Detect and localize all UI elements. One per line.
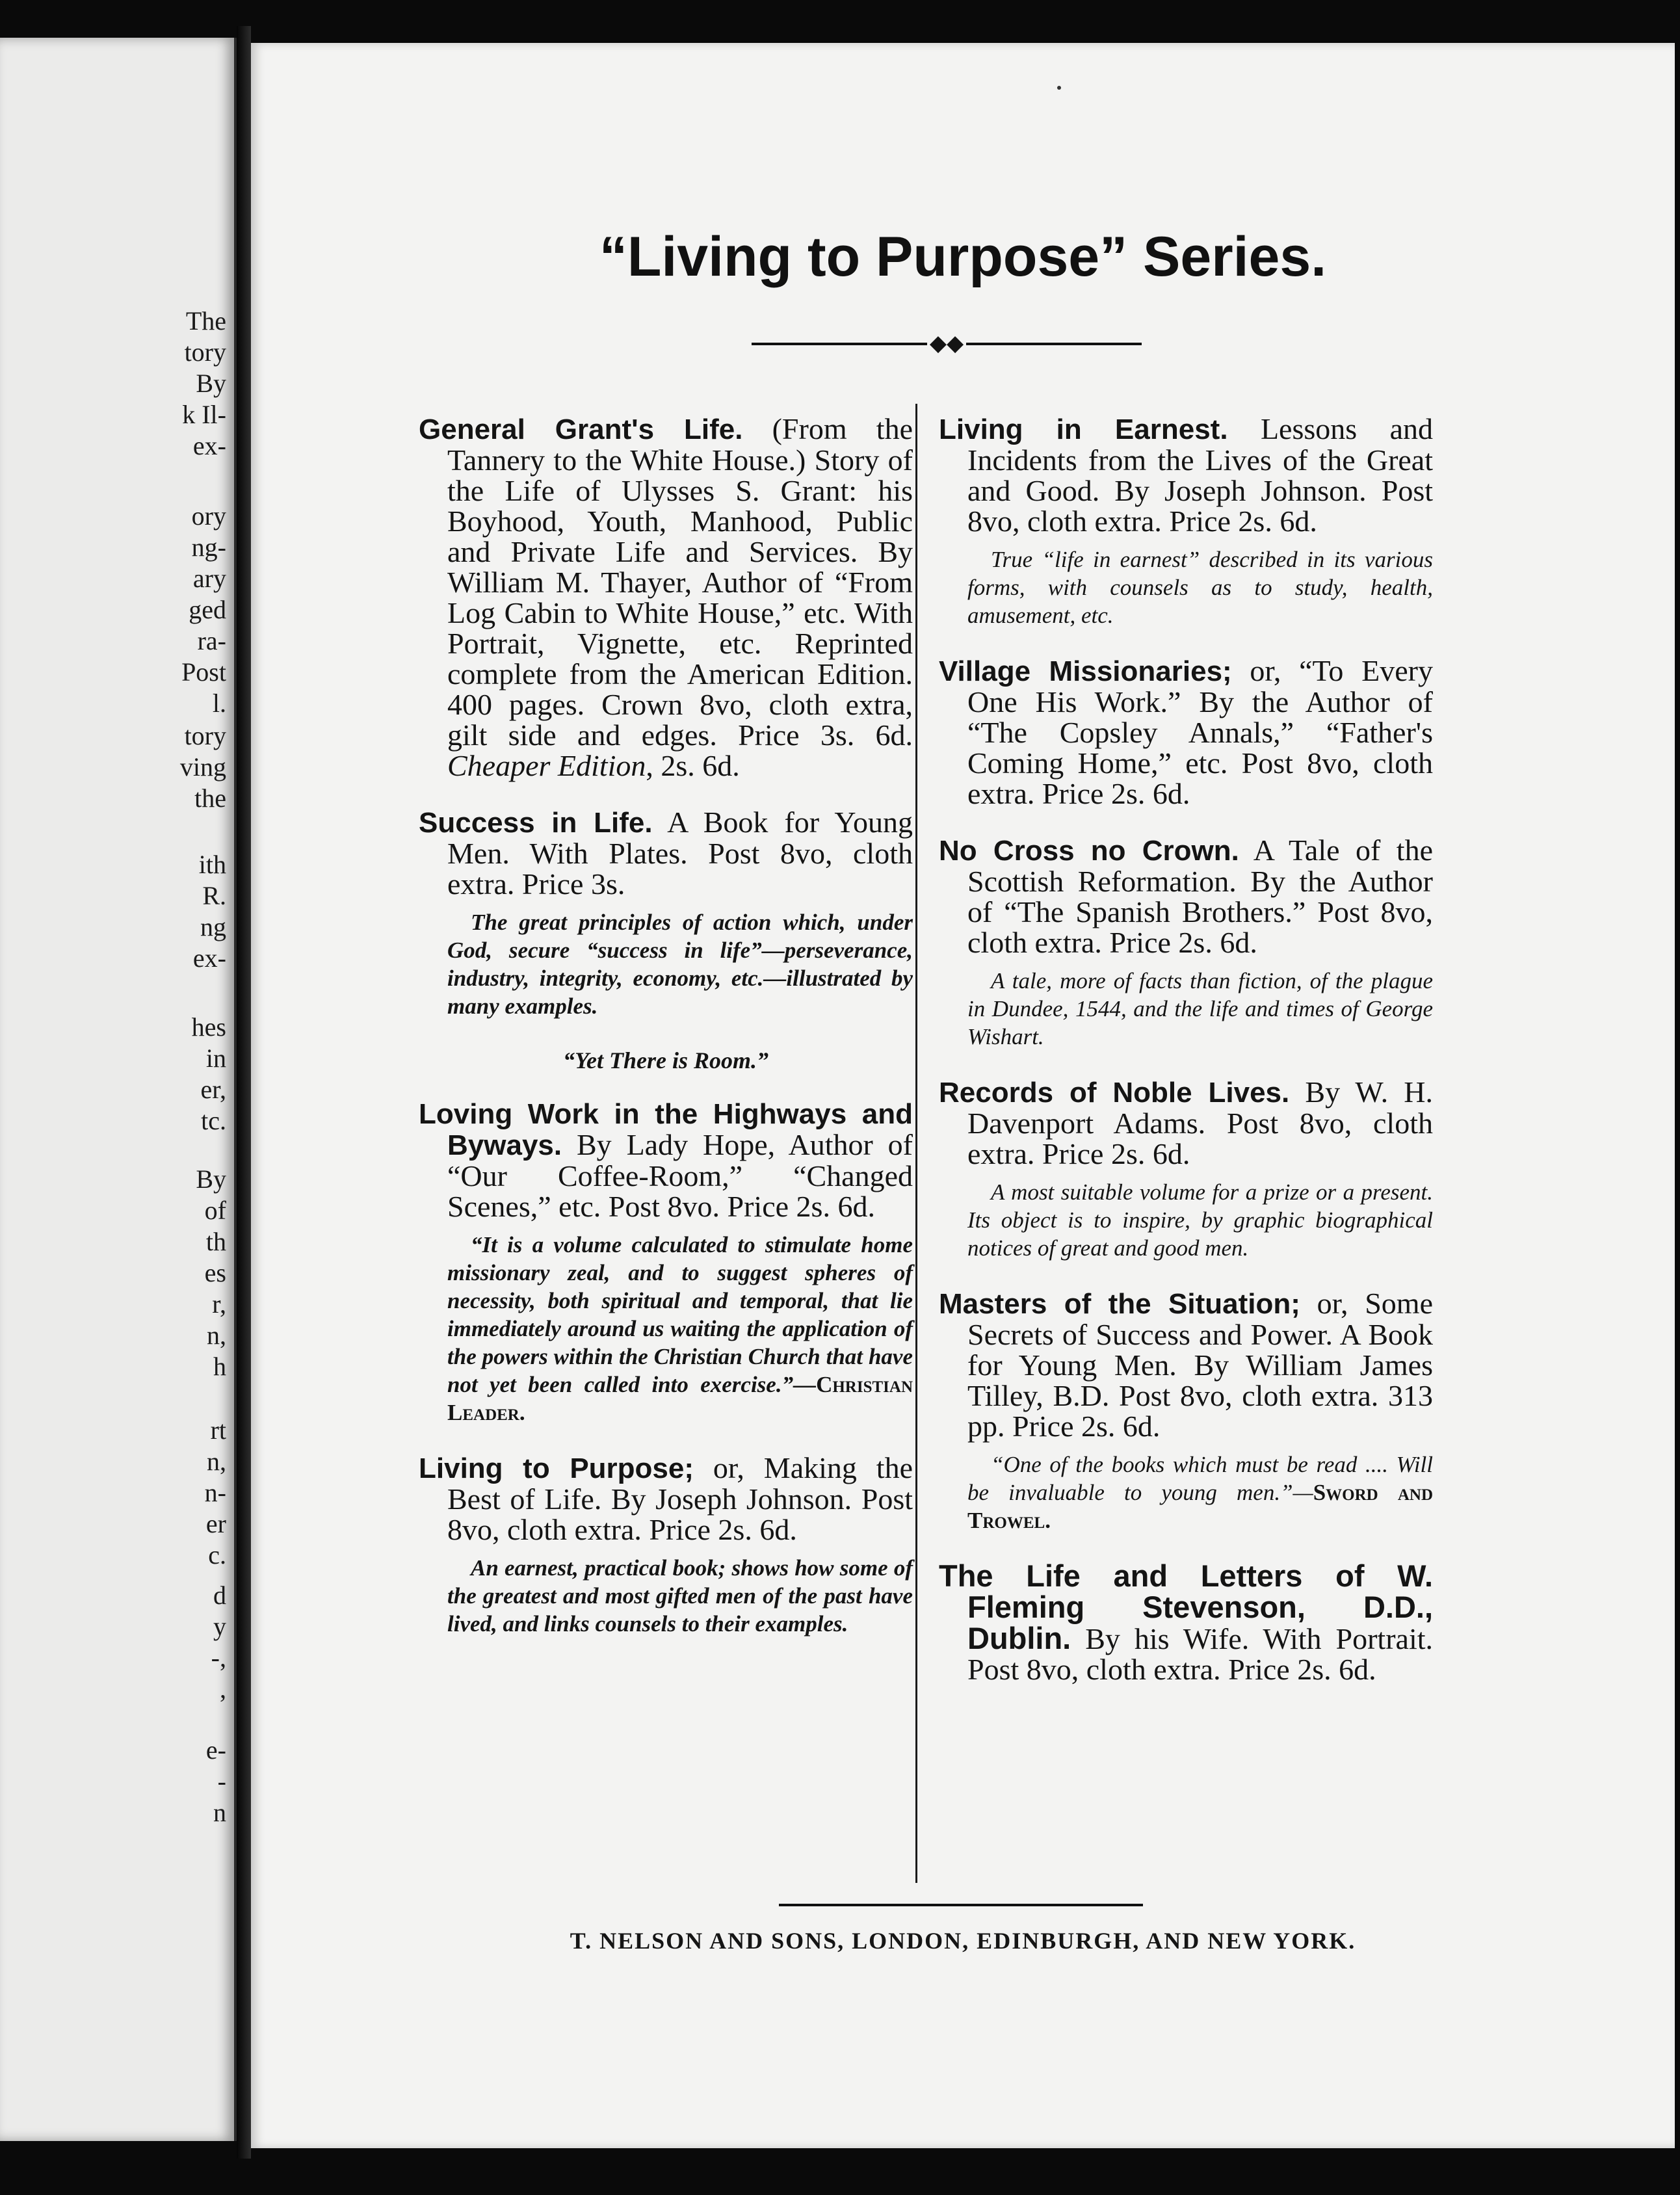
entry-body <box>939 1288 1433 1441</box>
book-description: By Lady Hope, Author of “Our Coffee-Room,” “Changed Scenes,” etc. Post 8vo. Price 2s. 6d. <box>447 1128 913 1223</box>
facing-page-text-fragment: ory <box>191 501 226 531</box>
facing-page-text-fragment: er, <box>200 1075 226 1104</box>
facing-page-text-fragment: n, <box>207 1447 226 1476</box>
facing-page-left <box>0 38 237 2141</box>
review-text: “It is a volume calculated to stimulate home missionary zeal, and to suggest spheres of necessity, both spiritual and temporal, that lie immediately around us waiting the application of the powers within the Christian Church that have not yet been called into exercise.”— <box>447 1232 913 1397</box>
facing-page-text-fragment: r, <box>212 1289 226 1319</box>
facing-page-text-fragment: th <box>205 1227 226 1256</box>
book-title: Masters of the Situation; <box>939 1288 1300 1320</box>
ink-speck <box>1057 86 1061 90</box>
book-title: No Cross no Crown. <box>939 835 1239 867</box>
entry-body <box>939 1077 1433 1169</box>
facing-page-text-fragment: e- <box>205 1735 226 1765</box>
facing-page-text-fragment: k Il- <box>182 400 226 429</box>
book-entry-village-missionaries <box>939 655 1433 809</box>
facing-page-text-fragment: the <box>194 783 226 813</box>
facing-page-text-fragment: hes <box>191 1012 226 1042</box>
facing-page-text-fragment: - <box>217 1767 226 1796</box>
book-description: Lessons and Incidents from the Lives of the Great and Good. By Joseph Johnson. Post 8vo, cloth extra. Price 2s. 6d. <box>967 412 1433 538</box>
advertisement-page <box>251 43 1675 2148</box>
facing-page-text-fragment: ng <box>200 912 226 941</box>
book-note: The great principles of action which, under God, secure “success in life”—perseverance, industry, integrity, economy, etc.—illustrated by many examples. <box>447 910 913 1019</box>
book-title: Village Missionaries; <box>939 655 1232 687</box>
book-title: Records of Noble Lives. <box>939 1077 1290 1109</box>
publisher-imprint: T. NELSON AND SONS, LONDON, EDINBURGH, AND NEW YORK. <box>570 1928 1356 1954</box>
book-review-quote <box>967 1451 1433 1534</box>
series-title: “Living to Purpose” Series. <box>599 226 1327 288</box>
book-note: True “life in earnest” described in its various forms, with counsels as to study, health, amusement, etc. <box>967 547 1433 628</box>
facing-page-text-fragment: tory <box>184 337 226 367</box>
facing-page-text-fragment: er <box>205 1509 226 1538</box>
facing-page-text-fragment: ving <box>179 752 226 782</box>
facing-page-text-fragment: tory <box>184 721 226 750</box>
book-entry-no-cross-no-crown <box>939 835 1433 1051</box>
facing-page-text-fragment: ra- <box>197 626 226 655</box>
entry-body <box>939 835 1433 958</box>
facing-page-text-fragment: , <box>220 1674 226 1703</box>
book-description: A Tale of the Scottish Reformation. By the Author of “The Spanish Brothers.” Post 8vo, cloth extra. Price 2s. 6d. <box>967 834 1433 959</box>
facing-page-text-fragment: Post <box>181 657 226 687</box>
facing-page-text-fragment: d <box>213 1581 226 1610</box>
book-description: or, “To Every One His Work.” By the Author of “The Copsley Annals,” “Father's Coming Home,” etc. Post 8vo, cloth extra. Price 2s. 6d. <box>967 654 1433 810</box>
facing-page-text-fragment: h <box>213 1352 226 1381</box>
facing-page-text-fragment: By <box>196 369 226 398</box>
book-title: Loving Work in the Highways and Byways. <box>419 1098 913 1161</box>
entry-body <box>419 414 913 781</box>
review-source: Sword and Trowel. <box>967 1480 1433 1533</box>
facing-page-text-fragment: of <box>204 1196 226 1225</box>
book-gutter <box>237 26 251 2159</box>
facing-page-text-fragment: n, <box>207 1321 226 1350</box>
facing-page-text-fragment: in <box>205 1044 226 1073</box>
book-entry-fleming-stevenson <box>939 1560 1433 1685</box>
facing-page-text-fragment: ged <box>189 595 226 624</box>
title-ornament-rule <box>752 330 1142 356</box>
book-entry-general-grant <box>419 414 913 781</box>
cheaper-edition-price: , 2s. 6d. <box>646 749 740 782</box>
book-entry-success-in-life <box>419 807 913 1020</box>
entry-body <box>939 1560 1433 1685</box>
book-description: By his Wife. With Portrait. Post 8vo, cloth extra. Price 2s. 6d. <box>967 1622 1433 1686</box>
facing-page-text-fragment: n <box>213 1798 226 1827</box>
facing-page-text-fragment: ng- <box>191 532 226 562</box>
facing-page-text-fragment: rt <box>210 1415 226 1445</box>
facing-page-text-fragment: y <box>213 1612 226 1641</box>
book-review-quote <box>447 1231 913 1426</box>
facing-page-text-fragment: ith <box>198 850 226 879</box>
book-entry-loving-work <box>419 1098 913 1426</box>
book-description: (From the Tannery to the White House.) Story of the Life of Ulysses S. Grant: his Boyhood, Youth, Manhood, Public and Private Life and Services. By William M. Thayer, Author of “From Log Cabin to White House,” etc. With Portrait, Vignette, etc. Reprinted complete from the American Edition. 400 pages. Crown 8vo, cloth extra, gilt side and edges. Price 3s. 6d. <box>447 412 913 752</box>
book-description: or, Making the Best of Life. By Joseph Johnson. Post 8vo, cloth extra. Price 2s. 6d. <box>447 1451 913 1546</box>
cheaper-edition-label: Cheaper Edition <box>447 749 646 782</box>
book-description: By W. H. Davenport Adams. Post 8vo, cloth extra. Price 2s. 6d. <box>967 1075 1433 1170</box>
book-title: Success in Life. <box>419 807 653 839</box>
facing-page-text-fragment: c. <box>208 1540 226 1570</box>
book-title: General Grant's Life. <box>419 414 743 445</box>
book-entry-living-to-purpose <box>419 1452 913 1638</box>
facing-page-text-fragment: ex- <box>192 943 226 973</box>
facing-page-text-fragment: n- <box>204 1478 226 1507</box>
facing-page-text-fragment: ary <box>192 564 226 593</box>
book-title: Living to Purpose; <box>419 1452 694 1484</box>
facing-page-text-fragment: The <box>185 306 226 335</box>
review-source: Christian Leader. <box>447 1372 913 1425</box>
facing-page-text-fragment: R. <box>202 881 226 910</box>
book-note: An earnest, practical book; shows how some of the greatest and most gifted men of the past have lived, and links counsels to their examples. <box>447 1555 913 1636</box>
facing-page-text-fragment: l. <box>212 689 226 718</box>
entry-body <box>939 414 1433 536</box>
column-divider <box>915 404 917 1883</box>
book-description: A Book for Young Men. With Plates. Post 8vo, cloth extra. Price 3s. <box>447 806 913 900</box>
facing-page-text-fragment: ex- <box>192 431 226 460</box>
right-column <box>939 414 1433 1711</box>
facing-page-text-fragment: -, <box>211 1643 226 1672</box>
diamond-ornament-icon: ◆◆ <box>927 330 966 356</box>
book-title: Living in Earnest. <box>939 414 1228 445</box>
book-note: A most suitable volume for a prize or a present. Its object is to inspire, by graphic biographical notices of great and good men. <box>967 1179 1433 1261</box>
book-entry-masters-of-the-situation <box>939 1288 1433 1534</box>
left-column <box>419 414 913 1664</box>
book-description: or, Some Secrets of Success and Power. A Book for Young Men. By William James Tilley, B.D. Post 8vo, cloth extra. 313 pp. Price 2s. 6d. <box>967 1287 1433 1443</box>
facing-page-text-fragment: tc. <box>201 1106 226 1135</box>
book-title: The Life and Letters of W. Fleming Stevenson, D.D., Dublin. <box>939 1558 1433 1655</box>
entry-body <box>419 807 913 899</box>
facing-page-text-fragment: es <box>204 1258 226 1287</box>
entry-body <box>419 1098 913 1222</box>
section-quote: “Yet There is Room.” <box>563 1047 768 1073</box>
footer-rule <box>779 1904 1143 1906</box>
entry-body <box>939 655 1433 809</box>
entry-body <box>419 1452 913 1545</box>
book-note: A tale, more of facts than fiction, of the plague in Dundee, 1544, and the life and times of George Wishart. <box>967 968 1433 1049</box>
review-text: “One of the books which must be read .... Will be invaluable to young men.”— <box>967 1452 1433 1505</box>
facing-page-text-fragment: By <box>196 1164 226 1194</box>
book-entry-living-in-earnest <box>939 414 1433 629</box>
book-entry-records-of-noble-lives <box>939 1077 1433 1262</box>
